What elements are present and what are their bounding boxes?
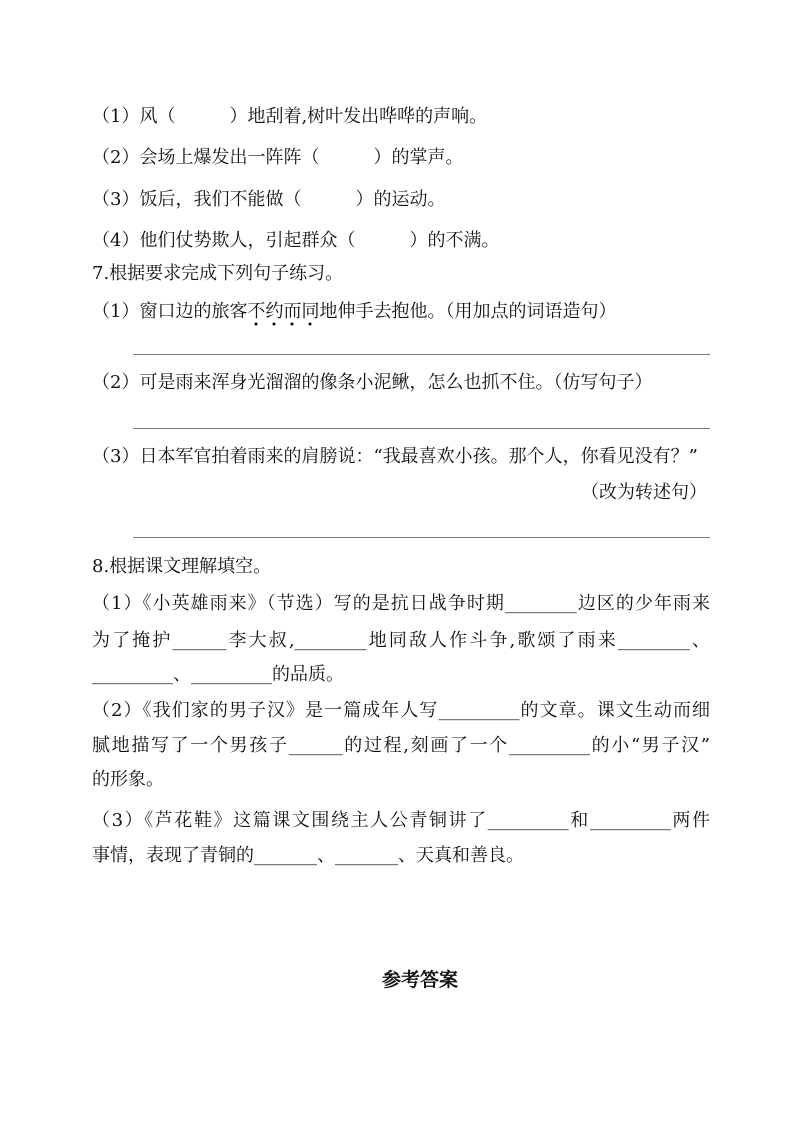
q8-item-2-line-2: 腻地描写了一个男孩子______的过程,刻画了一个_________的小“男子汉”	[92, 735, 710, 756]
q7-item-2: （2）可是雨来浑身光溜溜的像条小泥鳅，怎么也抓不住。（仿写句子）	[92, 372, 653, 393]
q7-item-3: （3）日本军官拍着雨来的肩膀说：“我最喜欢小孩。那个人，你看见没有？”	[92, 446, 698, 467]
answer-line	[133, 354, 710, 355]
q8-item-1-line-2: 为了掩护______李大叔,________地同敌人作斗争,歌颂了雨来________、	[92, 630, 710, 651]
q8-item-2-line-3: 的形象。	[92, 769, 164, 790]
answers-heading: 参考答案	[381, 969, 458, 991]
bracket-item-1: （1）风（ ）地刮着,树叶发出哗哗的声响。	[92, 106, 488, 127]
q8-item-1-line-3: _________、_________的品质。	[92, 664, 344, 685]
q8-item-3-line-2: 事情，表现了青铜的_______、_______、天真和善良。	[92, 845, 524, 866]
emphasized-phrase: 不约而同	[247, 301, 319, 327]
question-7-title: 7.根据要求完成下列句子练习。	[92, 263, 344, 284]
q7-item-1	[92, 300, 616, 324]
question-8-title: 8.根据课文理解填空。	[92, 556, 272, 577]
answer-line	[133, 537, 710, 538]
answer-line	[133, 428, 710, 429]
q7-item-1-after: 地伸手去抱他。（用加点的词语造句）	[319, 301, 617, 322]
q7-item-3-task: （改为转述句）	[581, 482, 707, 503]
bracket-item-4: （4）他们仗势欺人，引起群众（ ）的不满。	[92, 230, 500, 251]
bracket-item-2: （2）会场上爆发出一阵阵（ ）的掌声。	[92, 147, 464, 168]
q8-item-1-line-1: （1）《小英雄雨来》（节选）写的是抗日战争时期________边区的少年雨来	[92, 593, 710, 614]
q7-item-1-before: （1）窗口边的旅客	[92, 301, 248, 322]
q8-item-3-line-1: （3）《芦花鞋》这篇课文围绕主人公青铜讲了_________和_________两件	[92, 810, 710, 831]
q8-item-2-line-1: （2）《我们家的男子汉》是一篇成年人写_________的文章。课文生动而细	[92, 700, 710, 721]
bracket-item-3: （3）饭后，我们不能做（ ）的运动。	[92, 189, 446, 210]
